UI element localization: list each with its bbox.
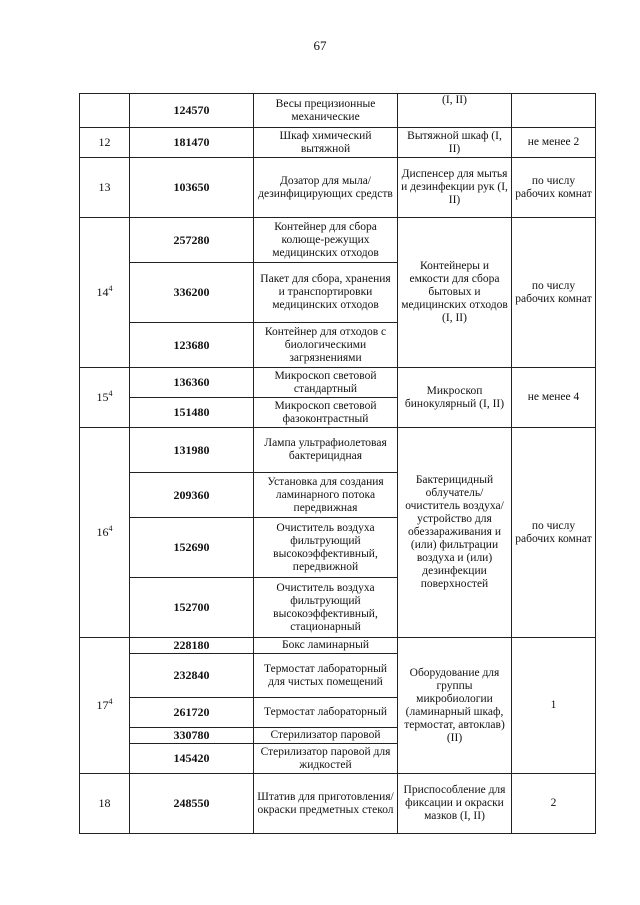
- item-name: Пакет для сбора, хранения и транспортировки медицинских отходов: [254, 263, 398, 323]
- item-name: Штатив для приготовления/окраски предметных стекол: [254, 774, 398, 834]
- table-row: [80, 774, 596, 834]
- item-name: Установка для создания ламинарного потока передвижная: [254, 473, 398, 518]
- item-code: 336200: [130, 263, 254, 323]
- table-row: [80, 368, 596, 398]
- row-number: 13: [80, 158, 130, 218]
- equipment-name: Микроскоп бинокулярный (I, II): [398, 368, 512, 428]
- row-number: $16^4$: [80, 428, 130, 638]
- equipment-name: Оборудование для группы микробиологии (ламинарный шкаф, термостат, автоклав) (II): [398, 638, 512, 774]
- item-name: Контейнер для отходов с биологическими загрязнениями: [254, 323, 398, 368]
- item-name: Весы прецизионные механические: [254, 94, 398, 128]
- item-code: 124570: [130, 94, 254, 128]
- item-name: Микроскоп световой стандартный: [254, 368, 398, 398]
- table-row: [80, 428, 596, 473]
- item-name: Лампа ультрафиолетовая бактерицидная: [254, 428, 398, 473]
- equipment-name: Приспособление для фиксации и окраски мазков (I, II): [398, 774, 512, 834]
- item-name: Шкаф химический вытяжной: [254, 128, 398, 158]
- row-number: $15^4$: [80, 368, 130, 428]
- item-code: 145420: [130, 744, 254, 774]
- item-code: 248550: [130, 774, 254, 834]
- table-row: [80, 638, 596, 654]
- item-code: 330780: [130, 728, 254, 744]
- equipment-name: Вытяжной шкаф (I, II): [398, 128, 512, 158]
- item-name: Микроскоп световой фазоконтрастный: [254, 398, 398, 428]
- item-code: 257280: [130, 218, 254, 263]
- quantity: не менее 2: [512, 128, 596, 158]
- item-name: Очиститель воздуха фильтрующий высокоэффективный, передвижной: [254, 518, 398, 578]
- row-number: $14^4$: [80, 218, 130, 368]
- quantity: 2: [512, 774, 596, 834]
- item-name: Бокс ламинарный: [254, 638, 398, 654]
- quantity: по числу рабочих комнат: [512, 218, 596, 368]
- equipment-name: (I, II): [398, 94, 512, 128]
- item-code: 261720: [130, 698, 254, 728]
- quantity: по числу рабочих комнат: [512, 158, 596, 218]
- item-name: Стерилизатор паровой: [254, 728, 398, 744]
- item-code: 151480: [130, 398, 254, 428]
- item-code: 228180: [130, 638, 254, 654]
- row-number: $17^4$: [80, 638, 130, 774]
- item-code: 209360: [130, 473, 254, 518]
- item-name: Контейнер для сбора колюще-режущих медицинских отходов: [254, 218, 398, 263]
- item-code: 232840: [130, 654, 254, 698]
- item-code: 152690: [130, 518, 254, 578]
- item-code: 152700: [130, 578, 254, 638]
- table-row: [80, 128, 596, 158]
- item-name: Очиститель воздуха фильтрующий высокоэффективный, стационарный: [254, 578, 398, 638]
- equipment-name: Диспенсер для мытья и дезинфекции рук (I, II): [398, 158, 512, 218]
- page-number: 67: [313, 38, 327, 53]
- item-name: Термостат лабораторный для чистых помещений: [254, 654, 398, 698]
- item-code: 131980: [130, 428, 254, 473]
- item-code: 123680: [130, 323, 254, 368]
- row-number: 12: [80, 128, 130, 158]
- equipment-table: [79, 93, 596, 834]
- quantity: по числу рабочих комнат: [512, 428, 596, 638]
- table-row: [80, 218, 596, 263]
- table-row: [80, 94, 596, 128]
- equipment-name: Контейнеры и емкости для сбора бытовых и медицинских отходов (I, II): [398, 218, 512, 368]
- quantity: [512, 94, 596, 128]
- item-code: 103650: [130, 158, 254, 218]
- item-code: 181470: [130, 128, 254, 158]
- item-name: Дозатор для мыла/ дезинфицирующих средств: [254, 158, 398, 218]
- row-number: [80, 94, 130, 128]
- item-name: Термостат лабораторный: [254, 698, 398, 728]
- equipment-name: Бактерицидный облучатель/ очиститель воздуха/ устройство для обеззараживания и (или) фильтрации воздуха и (или) дезинфекции поверхностей: [398, 428, 512, 638]
- quantity: не менее 4: [512, 368, 596, 428]
- quantity: 1: [512, 638, 596, 774]
- item-code: 136360: [130, 368, 254, 398]
- item-name: Стерилизатор паровой для жидкостей: [254, 744, 398, 774]
- row-number: 18: [80, 774, 130, 834]
- table-row: [80, 158, 596, 218]
